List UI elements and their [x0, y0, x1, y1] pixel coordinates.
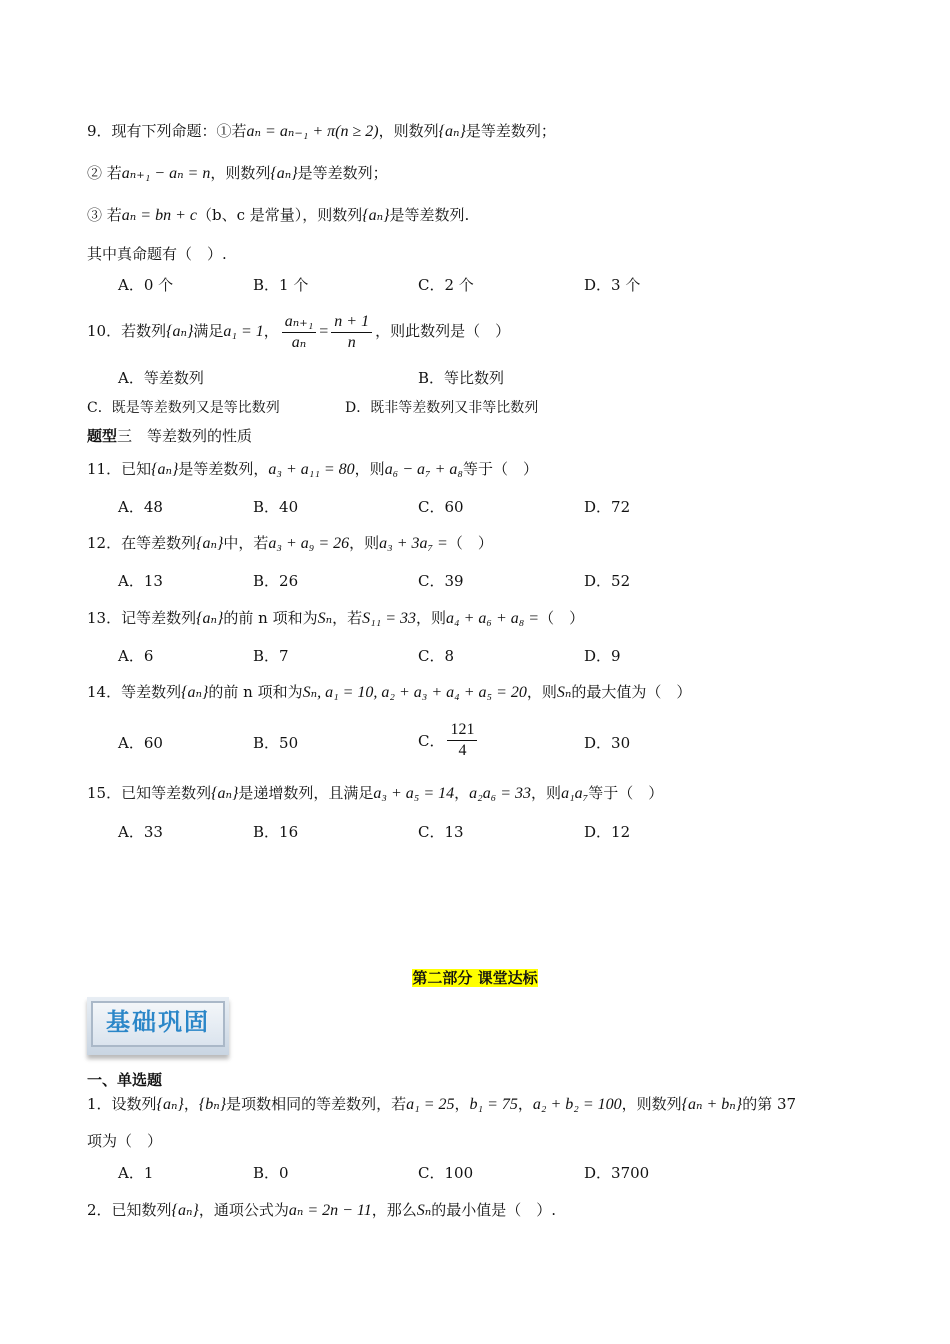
q11-formula: a₃ + a₁₁ = 80 — [268, 461, 355, 478]
q9-formula1: aₙ = aₙ₋₁ + π(n ≥ 2) — [246, 123, 379, 140]
basics-banner-text: 基础巩固 — [91, 1001, 225, 1047]
frac-denominator: 4 — [458, 742, 467, 759]
q15-formula3: a₁a₇ — [561, 785, 589, 802]
q9-line3 — [87, 204, 469, 227]
q13-text: 的前 n 项和为 — [223, 609, 318, 627]
q13-formula3: a₄ + a₆ + a₈ = — [446, 610, 540, 627]
p2-text: ，通项公式为 — [198, 1201, 289, 1219]
q9-formula3: aₙ = bn + c — [121, 207, 197, 224]
p2-text: 的最小值是（ ）. — [431, 1201, 557, 1219]
option-a: A．60 — [118, 734, 163, 752]
option-c — [418, 720, 480, 761]
option-b: B．26 — [253, 572, 299, 590]
p2-text: 2．已知数列 — [87, 1201, 172, 1219]
q10-text: ，则此数列是（ ） — [375, 322, 511, 340]
sequence-an: {aₙ} — [171, 1202, 199, 1219]
q9-text: 9．现有下列命题：①若 — [87, 122, 247, 140]
section3-heading — [87, 425, 252, 447]
option-b: B．等比数列 — [418, 369, 505, 387]
p1-formula2: b₁ = 75 — [469, 1096, 518, 1113]
option-c: C．8 — [418, 647, 455, 665]
q11-text: 11．已知 — [87, 460, 152, 478]
q14-options — [0, 720, 950, 766]
q9-line2 — [87, 162, 388, 185]
option-a: A．1 — [118, 1164, 154, 1182]
q11-text: 等于（ ） — [462, 460, 538, 478]
sequence-an: {aₙ} — [438, 123, 466, 140]
q10-text: 10．若数列 — [87, 322, 167, 340]
p2-formula2: Sₙ — [416, 1202, 432, 1219]
q12-text: 中，若 — [223, 534, 269, 552]
q9-text: 是等差数列； — [465, 122, 556, 140]
q14-text: 的最大值为（ ） — [571, 683, 692, 701]
option-b: B．1 个 — [253, 276, 309, 294]
sequence-an: {aₙ} — [196, 610, 224, 627]
p1-formula1: a₁ = 25 — [406, 1096, 455, 1113]
option-a: A．等差数列 — [118, 369, 204, 387]
q14-text: ，则 — [526, 683, 557, 701]
q9-formula2: aₙ₊₁ − aₙ = n — [121, 165, 211, 182]
option-b: B．7 — [253, 647, 289, 665]
frac-denominator: n — [347, 333, 356, 351]
q11-text: 是等差数列， — [178, 460, 269, 478]
option-c: C．39 — [418, 572, 464, 590]
option-b: B．50 — [253, 734, 299, 752]
p1-formula3: a₂ + b₂ = 100 — [532, 1096, 622, 1113]
q9-text: ③ 若 — [87, 206, 122, 224]
p2-text: ，那么 — [371, 1201, 417, 1219]
q9-line4: 其中真命题有（ ）. — [87, 245, 227, 263]
option-c: C．100 — [418, 1164, 474, 1182]
q11-line — [87, 458, 538, 481]
p1-text: 是项数相同的等差数列，若 — [226, 1095, 407, 1113]
q9-text: ② 若 — [87, 164, 122, 182]
q10-line — [87, 308, 510, 355]
sequence-an: {aₙ} — [166, 323, 194, 340]
sequence-an: {aₙ} — [181, 684, 209, 701]
q12-formula2: a₃ + 3a₇ = — [379, 535, 448, 552]
frac-numerator: n + 1 — [331, 312, 372, 333]
q9-text: 是等差数列. — [389, 206, 470, 224]
q14-text: 的前 n 项和为 — [208, 683, 303, 701]
q13-formula: Sₙ — [317, 610, 333, 627]
option-c-label: C． — [418, 731, 445, 750]
sequence-an: {aₙ} — [270, 165, 298, 182]
p1-line2: 项为（ ） — [87, 1132, 163, 1150]
option-a: A．48 — [118, 498, 163, 516]
q12-formula: a₃ + a₉ = 26 — [268, 535, 350, 552]
frac-numerator: aₙ₊₁ — [282, 312, 317, 333]
option-a: A．13 — [118, 572, 163, 590]
sequence-an: {aₙ} — [196, 535, 224, 552]
q12-line — [87, 532, 493, 555]
sequence-bn: {bₙ} — [198, 1096, 227, 1113]
p1-text: ，则数列 — [621, 1095, 682, 1113]
q10-text: 满足 — [193, 322, 224, 340]
equals-sign: = — [319, 323, 329, 340]
q12-text: （ ） — [447, 534, 493, 552]
option-d: D．3 个 — [584, 276, 641, 294]
p1-text: ， — [183, 1095, 199, 1113]
q9-text: 是等差数列； — [297, 164, 388, 182]
q10-cond1: a₁ = 1 — [223, 323, 264, 340]
q9-line1 — [87, 120, 556, 143]
q13-text: （ ） — [539, 609, 585, 627]
section3-title: 三 等差数列的性质 — [117, 427, 253, 445]
q13-text: 13．记等差数列 — [87, 609, 197, 627]
section3-label: 题型 — [87, 427, 118, 445]
q13-line — [87, 607, 584, 630]
option-d: D．9 — [584, 647, 621, 665]
q9-text: （b、c 是常量），则数列 — [196, 206, 363, 224]
p1-text: ， — [454, 1095, 470, 1113]
q11-text: ，则 — [354, 460, 385, 478]
option-c: C．13 — [418, 823, 464, 841]
option-d: D．52 — [584, 572, 631, 590]
q9-text: ，则数列 — [378, 122, 439, 140]
q11-formula2: a₆ − a₇ + a₈ — [384, 461, 463, 478]
q15-text: ， — [454, 784, 470, 802]
q14-text: 14．等差数列 — [87, 683, 182, 701]
option-b: B．16 — [253, 823, 299, 841]
q14-formula: Sₙ, a₁ = 10, a₂ + a₃ + a₄ + a₅ = 20 — [302, 684, 527, 701]
option-d: D．30 — [584, 734, 631, 752]
option-c: C．既是等差数列又是等比数列 — [87, 400, 280, 416]
q15-text: ，则 — [531, 784, 562, 802]
p1-text: ， — [517, 1095, 533, 1113]
q15-text: 是递增数列，且满足 — [238, 784, 374, 802]
sequence-an-plus-bn: {aₙ + bₙ} — [681, 1096, 743, 1113]
p1-text: 1．设数列 — [87, 1095, 157, 1113]
q12-text: ，则 — [349, 534, 380, 552]
sequence-an: {aₙ} — [156, 1096, 184, 1113]
option-d: D．72 — [584, 498, 631, 516]
q14-line — [87, 681, 691, 704]
q9-text: ，则数列 — [210, 164, 271, 182]
option-b: B．40 — [253, 498, 299, 516]
frac-numerator: 121 — [447, 720, 477, 741]
option-a: A．33 — [118, 823, 163, 841]
q15-text: 等于（ ） — [588, 784, 664, 802]
p2-line — [87, 1199, 556, 1222]
sequence-an: {aₙ} — [211, 785, 239, 802]
p1-text: 的第 37 — [742, 1095, 797, 1113]
q13-text: ，则 — [416, 609, 447, 627]
q12-text: 12．在等差数列 — [87, 534, 197, 552]
q10-fraction-left — [282, 312, 317, 353]
option-b: B．0 — [253, 1164, 289, 1182]
option-d: D．3700 — [584, 1164, 650, 1182]
option-c-fraction — [447, 720, 477, 761]
q15-formula: a₃ + a₅ = 14 — [373, 785, 455, 802]
q13-text: ，若 — [332, 609, 363, 627]
option-a: A．0 个 — [118, 276, 174, 294]
p2-formula: aₙ = 2n − 11 — [288, 1202, 372, 1219]
q14-formula2: Sₙ — [556, 684, 572, 701]
frac-denominator: aₙ — [291, 333, 307, 351]
option-c: C．60 — [418, 498, 464, 516]
part2-title-wrap — [0, 967, 950, 988]
q10-fraction-right — [331, 312, 372, 353]
q15-text: 15．已知等差数列 — [87, 784, 212, 802]
part2-title: 第二部分 课堂达标 — [412, 969, 538, 987]
q10-text: ， — [263, 322, 279, 340]
option-d: D．既非等差数列又非等比数列 — [345, 400, 539, 416]
sequence-an: {aₙ} — [362, 207, 390, 224]
option-c: C．2 个 — [418, 276, 474, 294]
q13-formula2: S₁₁ = 33 — [362, 610, 416, 627]
basics-banner — [87, 997, 229, 1055]
option-d: D．12 — [584, 823, 631, 841]
section1-title: 一、单选题 — [87, 1071, 163, 1089]
q15-line — [87, 782, 663, 805]
p1-line1 — [87, 1093, 796, 1116]
q15-formula2: a₂a₆ = 33 — [469, 785, 532, 802]
option-a: A．6 — [118, 647, 154, 665]
sequence-an: {aₙ} — [151, 461, 179, 478]
